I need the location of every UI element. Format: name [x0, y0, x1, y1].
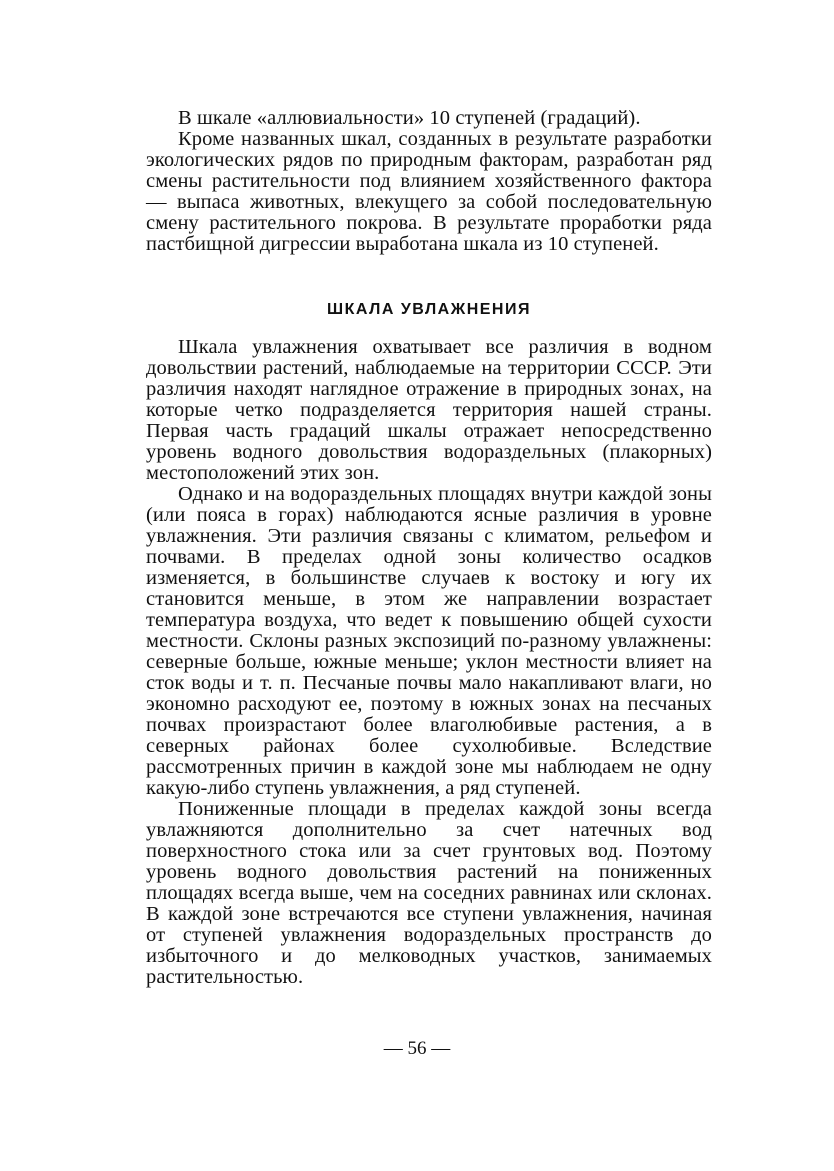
- section-heading: ШКАЛА УВЛАЖНЕНИЯ: [327, 301, 531, 318]
- paragraph-lowland-areas: Пониженные площади в пределах каждой зоны всегда увлажняются дополнительно за счет натечных вод поверхностного стока или за счет грунтовых вод. Поэтому уровень водного довольствия растений на пониженных площадях всегда выше, чем на соседних равнинах или склонах. В каждой зоне встречаются все ступени увлажнения, начиная от ступеней увлажнения водораздельных пространств до избыточного и до мелководных участков, занимаемых растительностью.: [146, 798, 712, 988]
- page-body: [146, 108, 712, 988]
- paragraph-moisture-scale-intro: Шкала увлажнения охватывает все различия в водном довольствии растений, наблюдаемые на территории СССР. Эти различия находят наглядное отражение в природных зонах, на которые четко подразделяется территория нашей страны. Первая часть градаций шкалы отражает непосредственно уровень водного довольствия водораздельных (плакорных) местоположений этих зон.: [146, 336, 712, 484]
- paragraph-watershed-differences: Однако и на водораздельных площадях внутри каждой зоны (или пояса в горах) наблюдаются ясные различия в уровне увлажнения. Эти различия связаны с климатом, рельефом и почвами. В пределах одной зоны количество осадков изменяется, в большинстве случаев к востоку и югу их становится меньше, в этом же направлении возрастает температура воздуха, что ведет к повышению общей сухости местности. Склоны разных экспозиций по-разному увлажнены: северные больше, южные меньше; уклон местности влияет на сток воды и т. п. Песчаные почвы мало накапливают влаги, но экономно расходуют ее, поэтому в южных зонах на песчаных почвах произрастают более влаголюбивые растения, а в северных районах более сухолюбивые. Вследствие рассмотренных причин в каждой зоне мы наблюдаем не одну какую-либо ступень увлажнения, а ряд ступеней.: [146, 483, 712, 799]
- paragraph-grazing-scale: Кроме названных шкал, созданных в результате разработки экологических рядов по природным факторам, разработан ряд смены растительности под влиянием хозяйственного фактора — выпаса животных, влекущего за собой последовательную смену растительного покрова. В результате проработки ряда пастбищной дигрессии выработана шкала из 10 ступеней.: [146, 128, 712, 255]
- paragraph-alluvial-scale: В шкале «аллювиальности» 10 ступеней (градаций).: [178, 107, 641, 129]
- page-number: — 56 —: [383, 1038, 451, 1059]
